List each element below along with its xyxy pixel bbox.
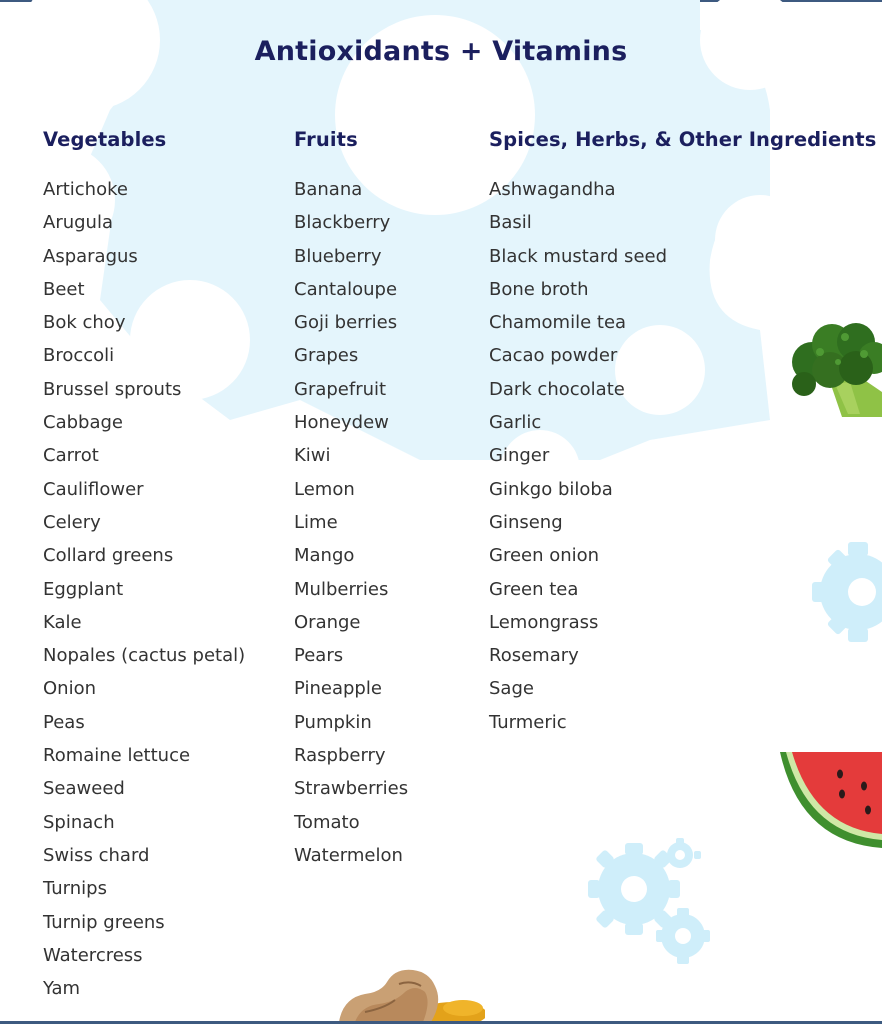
spices-herbs-heading: Spices, Herbs, & Other Ingredients xyxy=(489,128,877,151)
list-item: Basil xyxy=(489,212,532,234)
fruits-column xyxy=(294,128,408,872)
list-item: Ginseng xyxy=(489,511,563,533)
watermelon-image xyxy=(780,752,882,848)
list-item: Pineapple xyxy=(294,678,382,700)
list-item: Mulberries xyxy=(294,578,389,600)
list-item: Ginger xyxy=(489,445,550,467)
list-item: Banana xyxy=(294,179,363,200)
list-item: Turmeric xyxy=(489,711,567,733)
list-item: Turnip greens xyxy=(43,911,165,933)
list-item: Swiss chard xyxy=(43,844,150,866)
list-item: Lemon xyxy=(294,478,355,500)
list-item: Peas xyxy=(43,711,85,733)
list-item: Rosemary xyxy=(489,645,579,667)
list-item: Onion xyxy=(43,678,96,700)
fruits-list xyxy=(294,173,408,872)
list-item: Black mustard seed xyxy=(489,245,668,267)
list-item: Eggplant xyxy=(43,578,124,600)
list-item: Turnips xyxy=(43,878,107,900)
list-item: Romaine lettuce xyxy=(43,745,191,767)
list-item: Garlic xyxy=(489,412,542,434)
list-item: Mango xyxy=(294,545,355,567)
list-item: Sage xyxy=(489,678,534,700)
list-item: Cacao powder xyxy=(489,345,618,367)
list-item: Pears xyxy=(294,645,344,667)
list-item: Lemongrass xyxy=(489,611,599,633)
ginger-turmeric-image xyxy=(335,962,485,1022)
list-item: Blackberry xyxy=(294,212,391,234)
list-item: Cantaloupe xyxy=(294,278,398,300)
list-item: Goji berries xyxy=(294,312,398,334)
list-item: Blueberry xyxy=(294,245,382,267)
list-item: Broccoli xyxy=(43,345,115,367)
list-item: Strawberries xyxy=(294,778,409,800)
list-item: Cauliflower xyxy=(43,478,144,500)
spices-herbs-list xyxy=(489,173,876,739)
list-item: Kale xyxy=(43,611,82,633)
list-item: Green onion xyxy=(489,545,600,567)
list-item: Pumpkin xyxy=(294,711,372,733)
list-item: Asparagus xyxy=(43,245,138,267)
spices-herbs-column xyxy=(489,128,876,739)
list-item: Celery xyxy=(43,511,101,533)
list-item: Bone broth xyxy=(489,278,589,300)
list-item: Arugula xyxy=(43,212,113,234)
list-item: Kiwi xyxy=(294,445,331,467)
list-item: Tomato xyxy=(294,811,360,833)
list-item: Orange xyxy=(294,611,361,633)
list-item: Ashwagandha xyxy=(489,179,616,200)
list-item: Nopales (cactus petal) xyxy=(43,645,246,667)
vegetables-heading: Vegetables xyxy=(43,128,167,151)
vegetables-list xyxy=(43,173,245,1005)
list-item: Green tea xyxy=(489,578,579,600)
list-item: Collard greens xyxy=(43,545,174,567)
list-item: Chamomile tea xyxy=(489,312,627,334)
list-item: Honeydew xyxy=(294,412,389,434)
list-item: Beet xyxy=(43,278,85,300)
list-item: Dark chocolate xyxy=(489,378,625,400)
list-item: Carrot xyxy=(43,445,99,467)
list-item: Cabbage xyxy=(43,412,123,434)
list-item: Bok choy xyxy=(43,312,126,334)
list-item: Watercress xyxy=(43,944,143,966)
list-item: Seaweed xyxy=(43,778,125,800)
list-item: Watermelon xyxy=(294,844,403,866)
list-item: Artichoke xyxy=(43,179,128,200)
list-item: Yam xyxy=(43,978,81,1000)
page-title: Antioxidants + Vitamins xyxy=(254,36,628,67)
list-item: Raspberry xyxy=(294,745,386,767)
broccoli-image xyxy=(790,322,882,422)
list-item: Brussel sprouts xyxy=(43,378,182,400)
list-item: Lime xyxy=(294,511,338,533)
list-item: Spinach xyxy=(43,811,115,833)
list-item: Grapefruit xyxy=(294,378,387,400)
fruits-heading: Fruits xyxy=(294,128,358,151)
vegetables-column xyxy=(43,128,245,1005)
list-item: Grapes xyxy=(294,345,359,367)
list-item: Ginkgo biloba xyxy=(489,478,613,500)
